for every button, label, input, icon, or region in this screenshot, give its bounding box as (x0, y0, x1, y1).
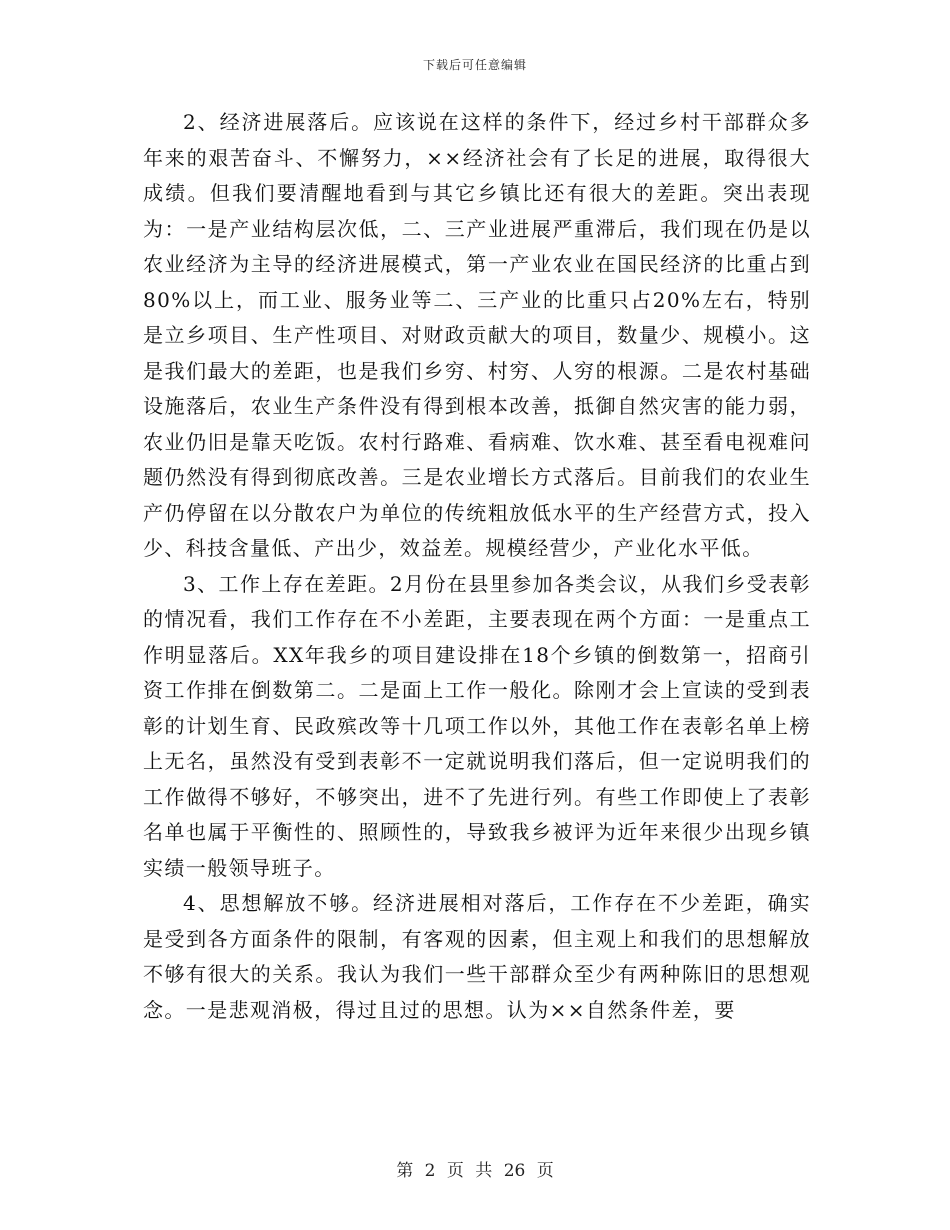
paragraph-work-gap: 3、工作上存在差距。2月份在县里参加各类会议，从我们乡受表彰的情况看，我们工作存在不小差距，主要表现在两个方面：一是重点工作明显落后。XX年我乡的项目建设排在18个乡镇的倒数第一，招商引资工作排在倒数第二。二是面上工作一般化。除刚才会上宣读的受到表彰的计划生育、民政殡改等十几项工作以外，其他工作在表彰名单上榜上无名，虽然没有受到表彰不一定就说明我们落后，但一定说明我们的工作做得不够好，不够突出，进不了先进行列。有些工作即使上了表彰名单也属于平衡性的、照顾性的，导致我乡被评为近年来很少出现乡镇实绩一般领导班子。 (143, 571, 811, 880)
page-header: 下载后可任意编辑 (422, 58, 527, 72)
paragraph-economic-development: 2、经济进展落后。应该说在这样的条件下，经过乡村干部群众多年来的艰苦奋斗、不懈努力，××经济社会有了长足的进展，取得很大成绩。但我们要清醒地看到与其它乡镇比还有很大的差距。突出表现为：一是产业结构层次低，二、三产业进展严重滞后，我们现在仍是以农业经济为主导的经济进展模式，第一产业农业在国民经济的比重占到80%以上，而工业、服务业等二、三产业的比重只占20%左右，特别是立乡项目、生产性项目、对财政贡献大的项目，数量少、规模小。这是我们最大的差距，也是我们乡穷、村穷、人穷的根源。二是农村基础设施落后，农业生产条件没有得到根本改善，抵御自然灾害的能力弱，农业仍旧是靠天吃饭。农村行路难、看病难、饮水难、甚至看电视难问题仍然没有得到彻底改善。三是农业增长方式落后。目前我们的农业生产仍停留在以分散农户为单位的传统粗放低水平的生产经营方式，投入少、科技含量低、产出少，效益差。规模经营少，产业化水平低。 (143, 110, 811, 560)
paragraph-thought-liberation: 4、思想解放不够。经济进展相对落后，工作存在不少差距，确实是受到各方面条件的限制，有客观的因素，但主观上和我们的思想解放不够有很大的关系。我认为我们一些干部群众至少有两种陈旧的思想观念。一是悲观消极，得过且过的思想。认为××自然条件差，要 (143, 891, 811, 1022)
document-body (143, 105, 811, 1028)
page-number-footer: 第 2 页 共 26 页 (396, 1161, 554, 1181)
